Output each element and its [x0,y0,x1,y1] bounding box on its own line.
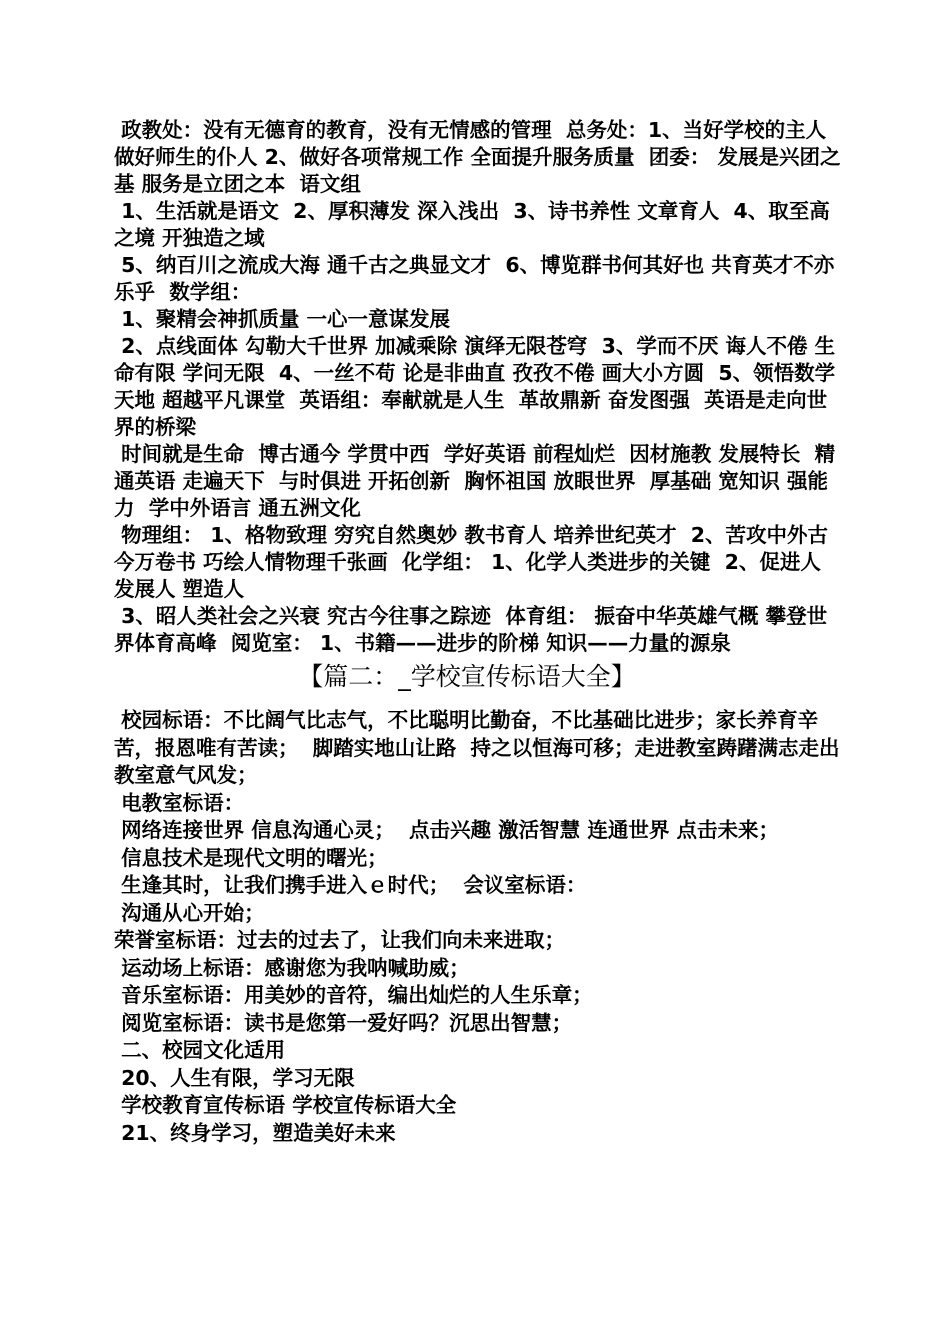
paragraph-math-group-1: 1、聚精会神抓质量 一心一意谋发展 [114,307,451,331]
section-title: 【篇二：_学校宣传标语大全】 [298,662,636,691]
line-sports-field-slogan: 运动场上标语：感谢您为我呐喊助威； [114,955,470,980]
paragraph-math-group-2: 2、点线面体 勾勒大千世界 加减乘除 演绎无限苍穹 3、学而不厌 诲人不倦 生命有限 学问无限 4、一丝不苟 论是非曲直 孜孜不倦 画大小方圆 5、领悟数学天地 超越平凡课堂 英语组：奉献就是人生 革故鼎新 奋发图强 英语是走向世界的桥梁 [114,334,836,439]
paragraph-chinese-group-2: 5、纳百川之流成大海 通千古之典显文才 6、博览群书何其好也 共育英才不亦乐乎 数学组： [114,253,835,304]
document-page [114,117,844,1147]
line-av-room-heading: 电教室标语： [114,790,245,815]
paragraph-chinese-group-1: 1、生活就是语文 2、厚积薄发 深入浅出 3、诗书养性 文章育人 4、取至高之境 开独造之域 [114,199,830,250]
line-slogan-20: 20、人生有限，学习无限 [114,1065,355,1090]
part1-body [114,117,844,657]
paragraph-campus-slogans: 校园标语：不比阔气比志气，不比聪明比勤奋，不比基础比进步；家长养育辛苦，报恩唯有苦读； 脚踏实地山让路 持之以恒海可移；走进教室踌躇满志走出教室意气风发； [114,708,840,787]
line-campus-culture-heading: 二、校园文化适用 [114,1038,286,1062]
line-communication-slogan: 沟通从心开始； [114,900,265,925]
line-network-slogan: 网络连接世界 信息沟通心灵； 点击兴趣 激活智慧 连通世界 点击未来； [114,818,779,842]
part2-body [114,707,844,1147]
paragraph-department-mottos: 政教处：没有无德育的教育，没有无情感的管理 总务处：1、当好学校的主人 做好师生的仆人 2、做好各项常规工作 全面提升服务质量 团委： 发展是兴团之基 服务是立团之本 语文组 [114,118,841,196]
paragraph-english-group: 时间就是生命 博古通今 学贯中西 学好英语 前程灿烂 因材施教 发展特长 精通英语 走遍天下 与时俱进 开拓创新 胸怀祖国 放眼世界 厚基础 宽知识 强能力 学中外语言 通五洲文化 [114,442,836,520]
line-e-era-slogan: 生逢其时，让我们携手进入ｅ时代； 会议室标语： [114,873,587,897]
line-reading-room-slogan: 阅览室标语：读书是您第一爱好吗？沉思出智慧； [114,1010,573,1035]
paragraph-pe-reading-room: 3、昭人类社会之兴衰 究古今往事之踪迹 体育组： 振奋中华英雄气概 攀登世界体育高峰 阅览室： 1、书籍——进步的阶梯 知识——力量的源泉 [114,604,828,655]
line-music-room-slogan: 音乐室标语：用美妙的音符，编出灿烂的人生乐章； [114,983,593,1007]
line-honor-room-slogan: 荣誉室标语：过去的过去了，让我们向未来进取； [114,928,565,952]
line-slogan-21: 21、终身学习，塑造美好未来 [114,1120,396,1145]
line-it-slogan: 信息技术是现代文明的曙光； [114,845,388,870]
line-slogan-collection: 学校教育宣传标语 学校宣传标语大全 [114,1093,457,1117]
paragraph-physics-chemistry: 物理组： 1、格物致理 穷究自然奥妙 教书育人 培养世纪英才 2、苦攻中外古今万卷书 巧绘人情物理千张画 化学组： 1、化学人类进步的关键 2、促进人 发展人 塑造人 [114,523,828,601]
